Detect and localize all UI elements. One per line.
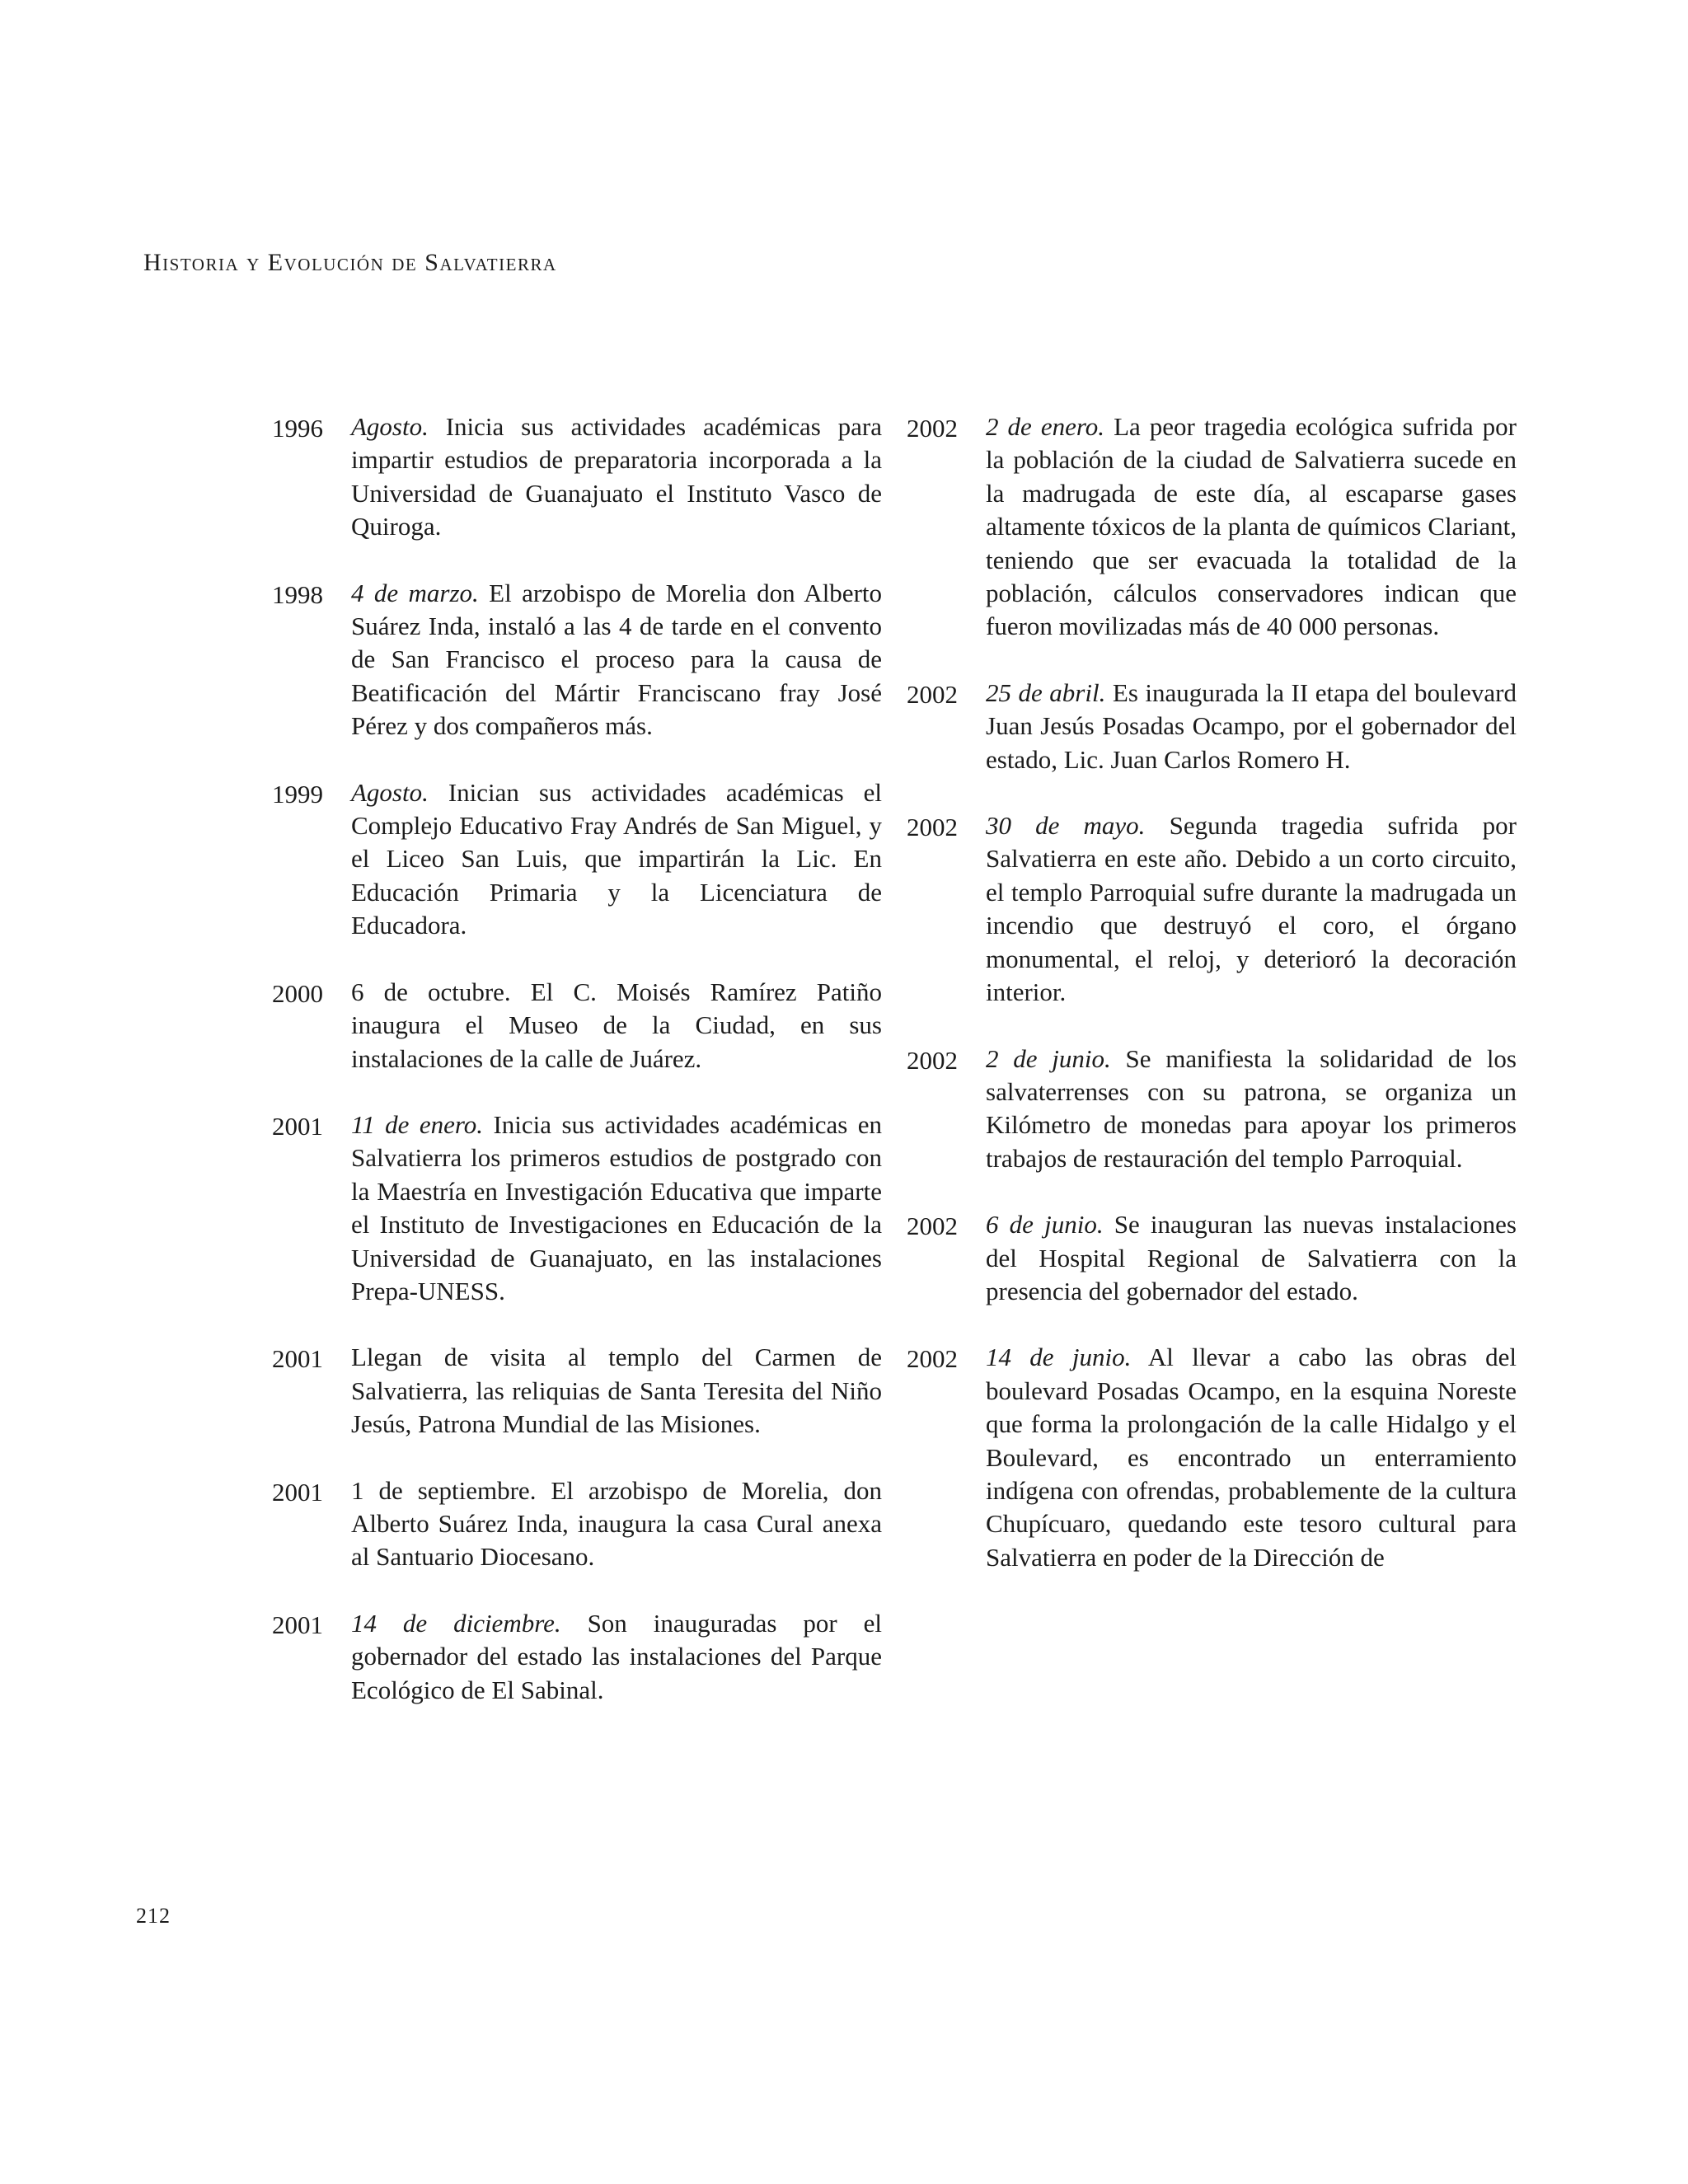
entry-body: Son inauguradas por el gobernador del estado las instalaciones del Parque Ecológico de El Sabinal.: [351, 1608, 883, 1704]
entry-year: 2002: [907, 813, 958, 842]
entry-date: 6 de junio.: [986, 1210, 1104, 1240]
entry-year: 2000: [272, 978, 323, 1008]
timeline-entry: [272, 1108, 882, 1308]
entry-text: [351, 410, 882, 544]
entry-year: 2002: [907, 1344, 958, 1374]
timeline-entry: [907, 410, 1517, 644]
entry-text: [986, 1341, 1517, 1574]
entry-body: Se inauguran las nuevas instalaciones del Hospital Regional de Salvatierra con la presencia del gobernador del estado.: [986, 1210, 1517, 1305]
timeline-entry: [272, 410, 882, 544]
entry-body: Inician sus actividades académicas el Complejo Educativo Fray Andrés de San Miguel, y el Liceo San Luis, que impartirán la Lic. En Educación Primaria y la Licenciatura de Educadora.: [351, 777, 882, 940]
timeline-entry: [907, 1341, 1517, 1574]
entry-body: El arzobispo de Morelia don Alberto Suárez Inda, instaló a las 4 de tarde en el convento de San Francisco el proceso para la causa de Beatificación del Mártir Franciscano fray José Pérez y dos compañeros más.: [351, 578, 882, 741]
entry-date: 4 de marzo.: [351, 578, 479, 607]
timeline-entry: [907, 1208, 1517, 1308]
entry-year: 1996: [272, 414, 323, 443]
timeline-entry: [272, 1341, 882, 1441]
entry-date: 25 de abril.: [986, 677, 1106, 707]
entry-text: [351, 1607, 882, 1707]
left-column: [272, 410, 882, 1740]
entry-year: 2002: [907, 679, 958, 709]
timeline-entry: [272, 577, 882, 743]
entry-date: 30 de mayo.: [986, 811, 1146, 841]
timeline-entry: [272, 1474, 882, 1574]
entry-year: 2001: [272, 1344, 323, 1374]
page-number: 212: [136, 1904, 171, 1928]
entry-text: [986, 410, 1517, 644]
entry-date: 11 de enero.: [351, 1109, 484, 1139]
entry-year: 2001: [272, 1111, 323, 1141]
entry-date: 2 de enero.: [986, 412, 1105, 441]
entry-text: [986, 809, 1517, 1009]
entry-year: 2002: [907, 414, 958, 443]
right-column: [907, 410, 1517, 1607]
entry-text: [986, 1208, 1517, 1308]
entry-date: 14 de junio.: [986, 1343, 1132, 1372]
entry-body: Inicia sus actividades académicas para impartir estudios de preparatoria incorporada a la Universidad de Guanajuato el Instituto Vasco de Quiroga.: [351, 412, 882, 541]
entry-date: 14 de diciembre.: [351, 1608, 561, 1638]
entry-year: 2001: [272, 1610, 323, 1639]
timeline-entry: [272, 776, 882, 943]
entry-year: 2001: [272, 1477, 323, 1507]
entry-body: Es inaugurada la II etapa del boulevard Juan Jesús Posadas Ocampo, por el gobernador del estado, Lic. Juan Carlos Romero H.: [986, 677, 1517, 774]
entry-year: 1999: [272, 779, 323, 808]
entry-text: [351, 1108, 882, 1308]
timeline-entry: [272, 976, 882, 1076]
entry-body: Segunda tragedia sufrida por Salvatierra en este año. Debido a un corto circuito, el templo Parroquial sufre durante la madrugada un incendio que destruyó el coro, el órgano monumental, el reloj, y deterioró la decoración interior.: [986, 811, 1517, 1007]
entry-text: [351, 1474, 882, 1574]
entry-text: [351, 577, 882, 743]
entry-text: [986, 677, 1517, 776]
entry-year: 2002: [907, 1212, 958, 1241]
entry-body: Llegan de visita al templo del Carmen de Salvatierra, las reliquias de Santa Teresita del Niño Jesús, Patrona Mundial de las Misiones.: [351, 1343, 882, 1439]
timeline-entry: [907, 1043, 1517, 1176]
entry-text: [986, 1043, 1517, 1176]
timeline-entry: [272, 1607, 882, 1707]
entry-body: 1 de septiembre. El arzobispo de Morelia, don Alberto Suárez Inda, inaugura la casa Cural anexa al Santuario Diocesano.: [351, 1475, 882, 1572]
entry-text: [351, 776, 882, 943]
entry-body: 6 de octubre. El C. Moisés Ramírez Patiño inaugura el Museo de la Ciudad, en sus instalaciones de la calle de Juárez.: [351, 977, 882, 1073]
entry-year: 1998: [272, 579, 323, 609]
entry-date: Agosto.: [351, 777, 429, 807]
entry-date: Agosto.: [351, 412, 429, 441]
timeline-entry: [907, 809, 1517, 1009]
entry-body: Inicia sus actividades académicas en Salvatierra los primeros estudios de postgrado con la Maestría en Investigación Educativa que imparte el Instituto de Investigaciones en Educación de la Universidad de Guanajuato, en las instalaciones Prepa-UNESS.: [351, 1109, 883, 1305]
entry-text: [351, 1341, 882, 1441]
running-header: Historia y Evolución de Salvatierra: [143, 249, 557, 276]
timeline-entry: [907, 677, 1517, 776]
entry-date: 2 de junio.: [986, 1043, 1111, 1073]
entry-year: 2002: [907, 1045, 958, 1075]
entry-body: Se manifiesta la solidaridad de los salvaterrenses con su patrona, se organiza un Kilómetro de monedas para apoyar los primeros trabajos de restauración del templo Parroquial.: [986, 1043, 1517, 1173]
entry-body: La peor tragedia ecológica sufrida por la población de la ciudad de Salvatierra sucede en la madrugada de este día, al escaparse gases altamente tóxicos de la planta de químicos Clariant, teniendo que ser evacuada la totalidad de la población, cálculos conservadores indican que fueron movilizadas más de 40 000 personas.: [986, 412, 1517, 641]
entry-text: [351, 976, 882, 1076]
entry-body: Al llevar a cabo las obras del boulevard Posadas Ocampo, en la esquina Noreste que forma la prolongación de la calle Hidalgo y el Boulevard, es encontrado un enterramiento indígena con ofrendas, probablemente de la cultura Chupícuaro, quedando este tesoro cultural para Salvatierra en poder de la Dirección de: [986, 1343, 1517, 1572]
